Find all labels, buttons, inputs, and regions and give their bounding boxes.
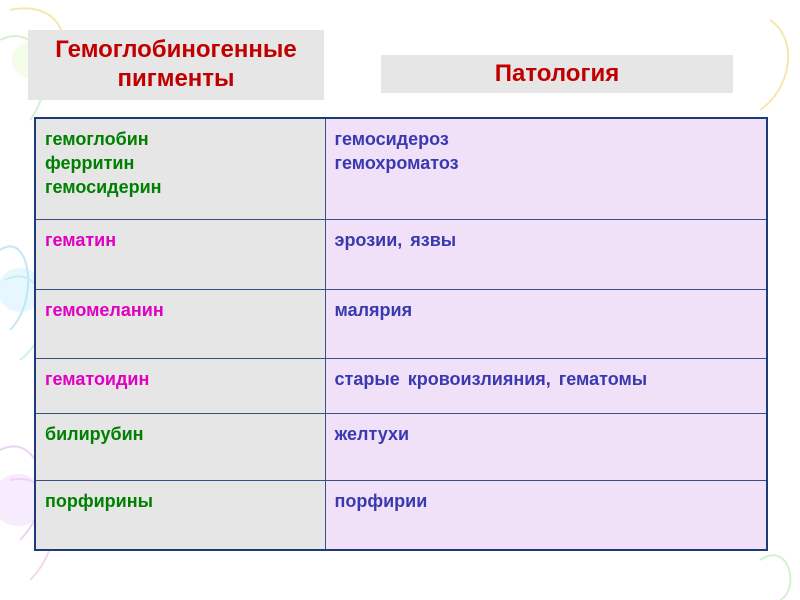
pathology-name: эрозии, язвы	[334, 229, 457, 250]
pigment-name: гемоглобин	[45, 129, 149, 149]
pathology-name: желтухи	[334, 423, 410, 444]
table-row	[35, 358, 767, 413]
pathology-cell	[325, 358, 767, 413]
pigment-cell	[35, 219, 325, 289]
pathology-cell	[325, 219, 767, 289]
table-row	[35, 413, 767, 480]
pathology-cell	[325, 118, 767, 219]
pigment-name: ферритин	[45, 153, 135, 173]
pathology-name: порфирии	[334, 490, 428, 511]
table-row	[35, 219, 767, 289]
pigment-cell	[35, 118, 325, 219]
pigment-name: порфирины	[45, 490, 153, 511]
pathology-cell	[325, 289, 767, 358]
pigment-name: гематоидин	[45, 368, 150, 389]
pathology-name: старые кровоизлияния, гематомы	[334, 368, 648, 389]
pigment-name: гемомеланин	[45, 299, 164, 320]
pigment-cell	[35, 289, 325, 358]
pathology-name: малярия	[334, 299, 413, 320]
pigment-name: билирубин	[45, 423, 144, 444]
pathology-name: гемохроматоз	[334, 153, 459, 173]
pathology-name: гемосидероз	[334, 129, 449, 149]
pigment-name: гематин	[45, 229, 117, 250]
pathology-cell	[325, 413, 767, 480]
pigments-header: Гемоглобиногенные пигменты	[28, 30, 324, 100]
table-row	[35, 289, 767, 358]
table-row	[35, 480, 767, 550]
pigment-name: гемосидерин	[45, 177, 162, 197]
pigment-cell	[35, 413, 325, 480]
pigments-table	[34, 117, 768, 551]
pigment-cell	[35, 358, 325, 413]
pathology-cell	[325, 480, 767, 550]
pathology-header: Патология	[381, 55, 733, 93]
pigment-cell	[35, 480, 325, 550]
table-row	[35, 118, 767, 219]
